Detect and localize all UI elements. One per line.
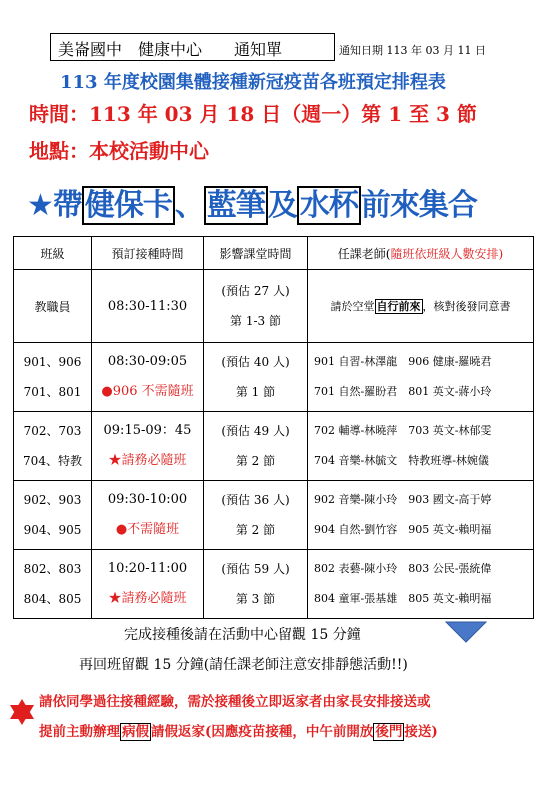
teacher-b: 703 英文-林郁雯 bbox=[408, 424, 492, 437]
star-icon: ★ bbox=[108, 453, 122, 468]
warning-line-1: 請依同學過往接種經驗，需於接種後立即返家者由家長安排接送或 bbox=[39, 694, 431, 710]
impact-estimate: (預估 40 人) bbox=[221, 355, 290, 369]
time-value: 10:20-11:00 bbox=[107, 561, 188, 576]
teacher-a: 802 表藝-陳小玲 bbox=[314, 562, 398, 575]
staff-impact-period: 第 1-3 節 bbox=[230, 314, 281, 328]
header-class: 班級 bbox=[14, 237, 92, 270]
staff-note-c: ，核對後發同意書 bbox=[422, 300, 511, 313]
bring-text: 帶 bbox=[52, 188, 82, 223]
staff-time-value: 08:30-11:30 bbox=[107, 298, 188, 314]
teacher-a: 702 輔導-林曉萍 bbox=[314, 424, 398, 437]
item-water-cup: 水杯 bbox=[297, 186, 361, 225]
class-line: 901、906 bbox=[23, 355, 82, 369]
schedule-table bbox=[13, 236, 534, 619]
group-impact bbox=[204, 412, 308, 481]
escort-note-text: 不需隨班 bbox=[127, 522, 180, 537]
bring-separator: 、 bbox=[174, 188, 204, 223]
warning-text-e: 接送) bbox=[404, 724, 438, 740]
table-row bbox=[14, 412, 534, 481]
group-class bbox=[14, 550, 92, 619]
hexagram-star-icon bbox=[8, 698, 36, 726]
impact-period: 第 3 節 bbox=[235, 592, 276, 606]
escort-note-text: 請務必隨班 bbox=[121, 591, 187, 606]
observation-note-1: 完成接種後請在活動中心留觀 15 分鐘 bbox=[124, 627, 361, 643]
teacher-b: 905 英文-賴明福 bbox=[408, 523, 492, 536]
impact-period: 第 2 節 bbox=[235, 523, 276, 537]
group-impact bbox=[204, 550, 308, 619]
teacher-line bbox=[308, 584, 533, 614]
staff-class: 教職員 bbox=[14, 270, 92, 343]
header-impact: 影響課堂時間 bbox=[204, 237, 308, 270]
time-value: 09:15-09：45 bbox=[103, 423, 192, 438]
teacher-a: 904 自然-劉竹容 bbox=[314, 523, 398, 536]
escort-note-text: 請務必隨班 bbox=[121, 453, 187, 468]
teacher-line bbox=[308, 554, 533, 584]
staff-impact-estimate: (預估 27 人) bbox=[221, 284, 290, 298]
teacher-b: 特教班導-林婉儀 bbox=[408, 454, 489, 467]
table-row bbox=[14, 343, 534, 412]
header-teacher-text: 任課老師( bbox=[337, 246, 391, 261]
group-time bbox=[92, 343, 204, 412]
teacher-b: 903 國文-高于婷 bbox=[408, 493, 492, 506]
staff-note-b: 自行前來 bbox=[376, 300, 421, 313]
header-teacher-note: 隨班依班級人數安排 bbox=[390, 246, 499, 261]
group-teachers bbox=[308, 343, 534, 412]
group-time bbox=[92, 412, 204, 481]
group-teachers bbox=[308, 412, 534, 481]
teacher-a: 804 童軍-張基雄 bbox=[314, 592, 398, 605]
group-time bbox=[92, 481, 204, 550]
teacher-line bbox=[308, 515, 533, 545]
time-value: 09:30-10:00 bbox=[107, 492, 188, 507]
star-icon: ★ bbox=[108, 591, 122, 606]
teacher-a: 701 自然-羅盼君 bbox=[314, 385, 398, 398]
table-row bbox=[14, 481, 534, 550]
impact-estimate: (預估 49 人) bbox=[221, 424, 290, 438]
circle-icon: ● bbox=[115, 522, 128, 537]
teacher-line bbox=[308, 446, 533, 476]
teacher-b: 801 英文-蔣小玲 bbox=[408, 385, 492, 398]
staff-impact bbox=[204, 270, 308, 343]
teacher-b: 805 英文-賴明福 bbox=[408, 592, 492, 605]
group-class bbox=[14, 343, 92, 412]
warning-line-2 bbox=[39, 720, 438, 740]
group-teachers bbox=[308, 550, 534, 619]
class-line: 702、703 bbox=[23, 424, 82, 438]
escort-note bbox=[92, 584, 203, 614]
header-time: 預訂接種時間 bbox=[92, 237, 204, 270]
staff-note bbox=[308, 270, 534, 343]
group-teachers bbox=[308, 481, 534, 550]
impact-estimate: (預估 59 人) bbox=[221, 562, 290, 576]
impact-period: 第 1 節 bbox=[235, 385, 276, 399]
teacher-line bbox=[308, 377, 533, 407]
warning-back-gate: 後門 bbox=[375, 724, 403, 740]
warning-text-a: 提前主動辦理 bbox=[39, 724, 120, 740]
teacher-line bbox=[308, 485, 533, 515]
group-time bbox=[92, 550, 204, 619]
staff-time bbox=[92, 270, 204, 343]
time-value: 08:30-09:05 bbox=[107, 354, 188, 369]
warning-text-c: 請假返家(因應疫苗接種，中午前開放 bbox=[151, 724, 374, 740]
down-arrow-icon bbox=[444, 620, 488, 644]
impact-estimate: (預估 36 人) bbox=[221, 493, 290, 507]
bring-items-line bbox=[27, 180, 477, 224]
circle-icon: ● bbox=[101, 384, 113, 399]
teacher-a: 902 音樂-陳小玲 bbox=[314, 493, 398, 506]
teacher-a: 704 音樂-林毓文 bbox=[314, 454, 398, 467]
staff-note-a: 請於空堂 bbox=[330, 300, 375, 313]
teacher-line bbox=[308, 416, 533, 446]
teacher-b: 803 公民-張統偉 bbox=[408, 562, 492, 575]
table-header-row bbox=[14, 237, 534, 270]
class-line: 904、905 bbox=[23, 523, 82, 537]
warning-sick-leave: 病假 bbox=[122, 724, 149, 740]
table-row bbox=[14, 550, 534, 619]
header-teacher bbox=[308, 237, 534, 270]
item-health-card: 健保卡 bbox=[82, 186, 175, 225]
teacher-a: 901 自習-林澤龍 bbox=[314, 355, 398, 368]
escort-note bbox=[92, 446, 203, 476]
class-line: 802、803 bbox=[23, 562, 82, 576]
class-line: 902、903 bbox=[23, 493, 82, 507]
observation-note-2: 再回班留觀 15 分鐘(請任課老師注意安排靜態活動!!) bbox=[79, 657, 408, 673]
impact-period: 第 2 節 bbox=[235, 454, 276, 468]
escort-note-text: 906 不需隨班 bbox=[112, 384, 194, 399]
item-blue-pen: 藍筆 bbox=[204, 186, 268, 225]
teacher-b: 906 健康-羅曉君 bbox=[408, 355, 492, 368]
bring-conjunction: 及 bbox=[267, 188, 297, 223]
group-class bbox=[14, 481, 92, 550]
notice-title: 美崙國中 健康中心 通知單 bbox=[58, 40, 283, 59]
class-line: 701、801 bbox=[23, 385, 82, 399]
escort-note bbox=[92, 377, 203, 407]
group-impact bbox=[204, 343, 308, 412]
group-class bbox=[14, 412, 92, 481]
table-row-staff bbox=[14, 270, 534, 343]
bring-suffix: 前來集合 bbox=[360, 188, 477, 223]
notice-date: 通知日期 113 年 03 月 11 日 bbox=[339, 44, 486, 57]
group-impact bbox=[204, 481, 308, 550]
escort-note bbox=[92, 515, 203, 545]
time-line: 時間：113 年 03 月 18 日（週一）第 1 至 3 節 bbox=[29, 102, 477, 126]
document-title: 113 年度校園集體接種新冠疫苗各班預定排程表 bbox=[60, 72, 446, 93]
class-line: 804、805 bbox=[23, 592, 82, 606]
star-icon: ★ bbox=[27, 188, 53, 223]
place-line: 地點：本校活動中心 bbox=[29, 139, 209, 163]
teacher-line bbox=[308, 347, 533, 377]
class-line: 704、特教 bbox=[23, 454, 82, 468]
header-teacher-close: ) bbox=[498, 246, 504, 261]
